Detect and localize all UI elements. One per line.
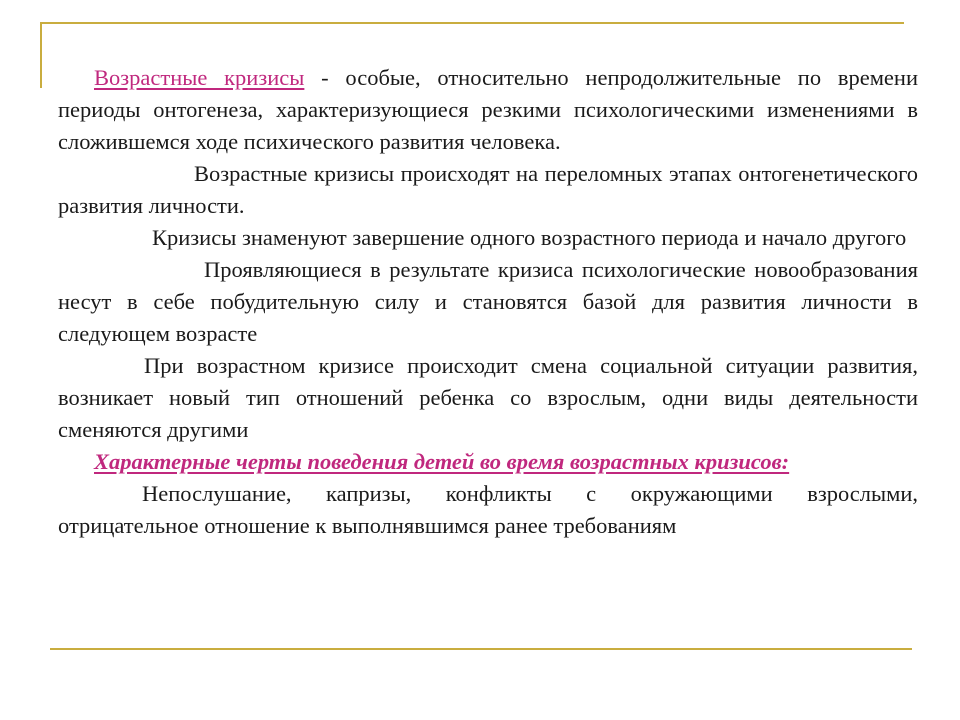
slide-body — [58, 62, 918, 542]
paragraph-social-situation: При возрастном кризисе происходит смена социальной ситуации развития, возникает новый тип отношений ребенка со взрослым, одни виды деятельности сменяются другими — [58, 353, 918, 442]
bottom-rule — [50, 648, 912, 650]
behavior-heading: Характерные черты поведения детей во время возрастных кризисов: — [94, 449, 790, 474]
paragraph-neoformations: Проявляющиеся в результате кризиса психологические новообразования несут в себе побудительную силу и становятся базой для развития личности в следующем возрасте — [58, 257, 918, 346]
definition-term: Возрастные кризисы — [94, 65, 305, 90]
definition-text: - особые, относительно непродолжительные по времени периоды онтогенеза, характеризующиеся резкими психологическими изменениями в сложившемся ходе психического развития человека. — [58, 65, 918, 154]
paragraph-period-end: Кризисы знаменуют завершение одного возрастного периода и начало другого — [152, 225, 907, 250]
top-rule — [40, 22, 904, 24]
definition-paragraph — [58, 62, 918, 158]
paragraph-turning-points: Возрастные кризисы происходят на переломных этапах онтогенетического развития личности. — [58, 161, 918, 218]
left-rule — [40, 22, 42, 88]
paragraph-behavior-traits: Непослушание, капризы, конфликты с окружающими взрослыми, отрицательное отношение к выполнявшимся ранее требованиям — [58, 481, 918, 538]
